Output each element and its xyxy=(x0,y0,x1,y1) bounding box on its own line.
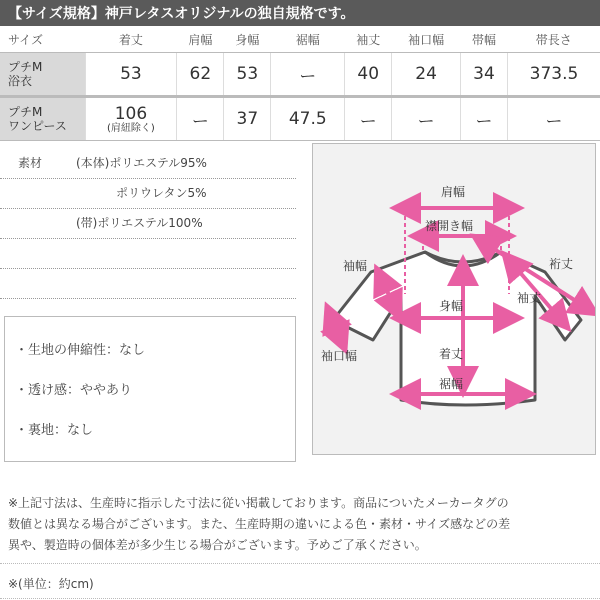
note-line: 数値とは異なる場合がございます。また、生産時期の違いによる色・素材・サイズ感などの差 xyxy=(8,517,511,531)
table-row xyxy=(0,53,600,97)
table-header-row xyxy=(0,26,600,53)
size-spec-header xyxy=(0,0,600,26)
table-cell: ー xyxy=(345,97,392,141)
table-cell: 37 xyxy=(224,97,271,141)
label-neck: 襟開き幅 xyxy=(425,219,474,233)
table-cell: 62 xyxy=(177,53,224,97)
divider xyxy=(0,563,600,564)
divider xyxy=(0,598,600,599)
material-row xyxy=(0,148,296,179)
label-sleeve-width: 袖幅 xyxy=(343,259,368,273)
column-header: 帯幅 xyxy=(460,26,507,53)
row-label-line1: プチM xyxy=(8,105,43,119)
fabric-features-box xyxy=(4,316,296,462)
table-cell: 47.5 xyxy=(271,97,345,141)
column-header: 裾幅 xyxy=(271,26,345,53)
material-line: ポリウレタン5% xyxy=(116,186,207,200)
header-title: 【サイズ規格】神戸レタスオリジナルの独自規格です。 xyxy=(8,6,355,22)
table-cell: ー xyxy=(460,97,507,141)
table-cell: ー xyxy=(177,97,224,141)
column-header: サイズ xyxy=(0,26,85,53)
table-cell: 53 xyxy=(224,53,271,97)
size-table xyxy=(0,26,600,141)
material-row-empty xyxy=(0,268,296,299)
row-label xyxy=(0,53,85,97)
table-row xyxy=(0,97,600,141)
table-cell: ー xyxy=(271,53,345,97)
table-cell: 40 xyxy=(345,53,392,97)
column-header: 着丈 xyxy=(85,26,177,53)
material-label: 素材 xyxy=(18,156,43,170)
label-cuff: 袖口幅 xyxy=(321,349,358,363)
feature-item: ・裏地：なし xyxy=(15,423,94,438)
column-header: 肩幅 xyxy=(177,26,224,53)
table-cell xyxy=(85,97,177,141)
label-hem: 裾幅 xyxy=(439,377,464,391)
label-sleeve-length: 袖丈 xyxy=(517,291,542,305)
feature-item: ・生地の伸縮性：なし xyxy=(15,343,146,358)
cell-value: 106 xyxy=(114,103,148,124)
row-label-line2: 浴衣 xyxy=(8,74,33,88)
column-header: 袖丈 xyxy=(345,26,392,53)
table-cell: 24 xyxy=(392,53,461,97)
material-row xyxy=(0,178,296,209)
row-label-line2: ワンピース xyxy=(8,119,67,133)
table-cell: 373.5 xyxy=(507,53,600,97)
note-line: 異や、製造時の個体差が多少生じる場合がございます。予めご了承ください。 xyxy=(8,538,427,552)
table-cell: ー xyxy=(392,97,461,141)
note-line: ※上記寸法は、生産時に指示した寸法に従い掲載しております。商品についたメーカータグの xyxy=(8,496,509,510)
material-line: (本体)ポリエステル95% xyxy=(76,156,207,170)
material-line: (帯)ポリエステル100% xyxy=(76,216,203,230)
column-header: 袖口幅 xyxy=(392,26,461,53)
feature-item: ・透け感：ややあり xyxy=(15,383,133,398)
label-shoulder: 肩幅 xyxy=(441,185,466,199)
table-cell: ー xyxy=(507,97,600,141)
notes xyxy=(8,493,594,556)
table-cell: 34 xyxy=(460,53,507,97)
label-yuki: 裄丈 xyxy=(549,257,574,271)
cell-note: (肩紐除く) xyxy=(107,122,155,134)
measurement-diagram xyxy=(312,143,596,455)
unit-note: ※(単位：約cm) xyxy=(8,577,94,591)
garment-diagram-svg xyxy=(313,144,595,454)
column-header: 身幅 xyxy=(224,26,271,53)
label-length: 着丈 xyxy=(439,347,464,361)
column-header: 帯長さ xyxy=(507,26,600,53)
table-cell: 53 xyxy=(85,53,177,97)
label-body-width: 身幅 xyxy=(439,299,464,313)
row-label xyxy=(0,97,85,141)
row-label-line1: プチM xyxy=(8,60,43,74)
material-row xyxy=(0,208,296,239)
material-row-empty xyxy=(0,238,296,269)
